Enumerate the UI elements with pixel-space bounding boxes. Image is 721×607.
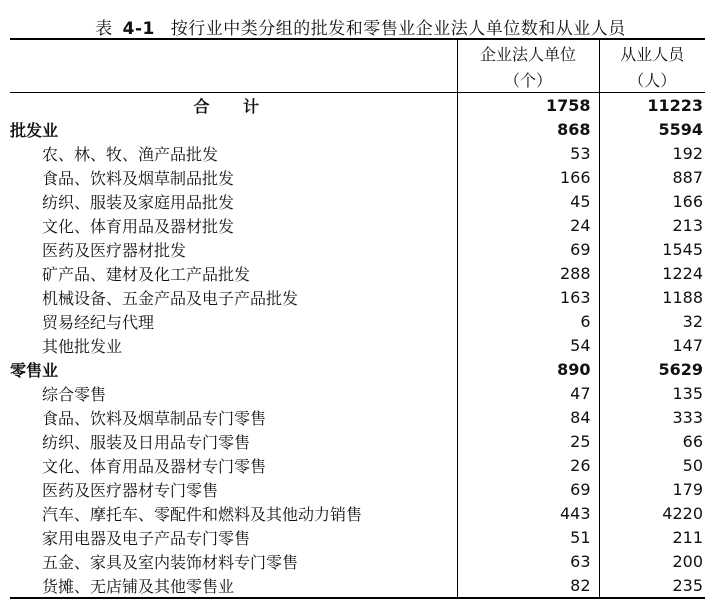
table-row [10, 429, 705, 453]
header-blank-sub [10, 66, 457, 93]
row-label: 综合零售 [42, 384, 107, 404]
row-label: 批发业 [10, 120, 59, 140]
table-row [10, 381, 705, 405]
table-row [10, 93, 705, 118]
row-units: 84 [457, 405, 599, 429]
row-units: 69 [457, 237, 599, 261]
table-row [10, 165, 705, 189]
row-units: 82 [457, 573, 599, 598]
table-row [10, 405, 705, 429]
data-table [10, 38, 705, 599]
row-label: 其他批发业 [42, 336, 123, 356]
table-row [10, 189, 705, 213]
table-row [10, 309, 705, 333]
row-persons: 11223 [599, 93, 705, 118]
row-persons: 147 [599, 333, 705, 357]
table-row [10, 501, 705, 525]
table-row [10, 549, 705, 573]
row-label: 合 计 [193, 96, 274, 116]
row-label: 家用电器及电子产品专门零售 [42, 528, 251, 548]
row-units: 288 [457, 261, 599, 285]
row-persons: 1188 [599, 285, 705, 309]
header-units-unit: （个） [457, 66, 599, 93]
row-units: 443 [457, 501, 599, 525]
row-persons: 1224 [599, 261, 705, 285]
table-row [10, 453, 705, 477]
table-row [10, 213, 705, 237]
title-prefix: 表 [95, 19, 113, 39]
row-units: 53 [457, 141, 599, 165]
title-number: 4-1 [122, 19, 155, 39]
row-units: 54 [457, 333, 599, 357]
row-persons: 211 [599, 525, 705, 549]
table-row [10, 357, 705, 381]
table-row [10, 285, 705, 309]
row-units: 47 [457, 381, 599, 405]
row-units: 890 [457, 357, 599, 381]
table-body [10, 93, 705, 599]
header-blank [10, 39, 457, 66]
row-label: 医药及医疗器材专门零售 [42, 480, 219, 500]
row-label: 汽车、摩托车、零配件和燃料及其他动力销售 [42, 504, 363, 524]
table-row [10, 573, 705, 598]
row-units: 26 [457, 453, 599, 477]
row-label: 纺织、服装及家庭用品批发 [42, 192, 235, 212]
table-row [10, 333, 705, 357]
row-persons: 887 [599, 165, 705, 189]
row-persons: 200 [599, 549, 705, 573]
title-text: 按行业中类分组的批发和零售业企业法人单位数和从业人员 [170, 19, 626, 39]
row-label: 文化、体育用品及器材批发 [42, 216, 235, 236]
row-persons: 50 [599, 453, 705, 477]
row-label: 货摊、无店铺及其他零售业 [10, 573, 457, 598]
row-label: 贸易经纪与代理 [42, 312, 155, 332]
row-label: 食品、饮料及烟草制品批发 [42, 168, 235, 188]
row-persons: 333 [599, 405, 705, 429]
row-persons: 4220 [599, 501, 705, 525]
row-units: 24 [457, 213, 599, 237]
row-persons: 5629 [599, 357, 705, 381]
row-persons: 166 [599, 189, 705, 213]
table-title [0, 14, 721, 39]
row-units: 868 [457, 117, 599, 141]
header-units: 企业法人单位 [457, 39, 599, 66]
table-row [10, 237, 705, 261]
table-row [10, 261, 705, 285]
table-row [10, 477, 705, 501]
table-row [10, 525, 705, 549]
row-label: 零售业 [10, 360, 59, 380]
row-persons: 135 [599, 381, 705, 405]
row-label: 文化、体育用品及器材专门零售 [42, 456, 267, 476]
row-units: 63 [457, 549, 599, 573]
row-units: 1758 [457, 93, 599, 118]
row-label: 医药及医疗器材批发 [42, 240, 187, 260]
row-units: 45 [457, 189, 599, 213]
row-persons: 5594 [599, 117, 705, 141]
row-label: 纺织、服装及日用品专门零售 [42, 432, 251, 452]
row-label: 机械设备、五金产品及电子产品批发 [42, 288, 299, 308]
row-units: 69 [457, 477, 599, 501]
row-label: 食品、饮料及烟草制品专门零售 [42, 408, 267, 428]
row-persons: 213 [599, 213, 705, 237]
row-persons: 179 [599, 477, 705, 501]
row-persons: 66 [599, 429, 705, 453]
row-persons: 235 [599, 573, 705, 598]
row-label: 矿产品、建材及化工产品批发 [42, 264, 251, 284]
row-label: 农、林、牧、渔产品批发 [42, 144, 219, 164]
row-units: 25 [457, 429, 599, 453]
row-units: 166 [457, 165, 599, 189]
table-row [10, 141, 705, 165]
row-persons: 192 [599, 141, 705, 165]
row-units: 163 [457, 285, 599, 309]
row-label: 五金、家具及室内装饰材料专门零售 [42, 552, 299, 572]
row-persons: 32 [599, 309, 705, 333]
row-units: 51 [457, 525, 599, 549]
row-persons: 1545 [599, 237, 705, 261]
table-row [10, 117, 705, 141]
header-persons: 从业人员 [599, 39, 705, 66]
header-persons-unit: （人） [599, 66, 705, 93]
row-units: 6 [457, 309, 599, 333]
